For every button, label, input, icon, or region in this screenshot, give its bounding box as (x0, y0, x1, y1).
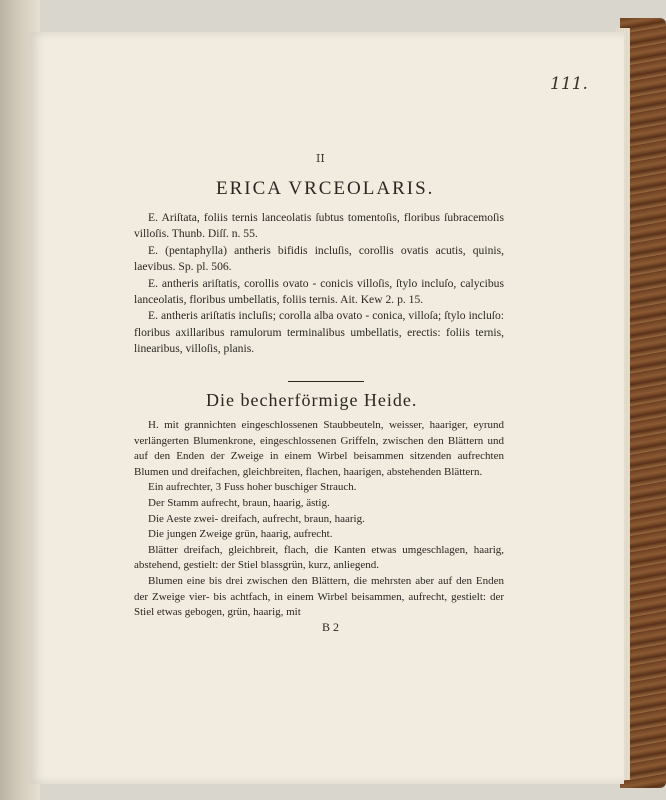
latin-paragraph: E. antheris ariſtatis, corollis ovato - conicis villoſis, ſtylo incluſo, calycibus lanceolatis, floribus umbellatis, foliis ternis. Ait. Kew 2. p. 15. (134, 276, 504, 307)
german-paragraph: Blumen eine bis drei zwischen den Blättern, die mehrsten aber auf den Enden der Zweige vier- bis achtfach, in einem Wirbel beisammen, aufrecht, gestielt: der Stiel etwas gebogen, grün, haarig, mit (134, 574, 504, 619)
book-page (30, 32, 624, 784)
page-title: ERICA VRCEOLARIS. (216, 178, 435, 199)
latin-paragraph: E. Ariſtata, foliis ternis lanceolatis ſubtus tomentoſis, floribus ſubracemoſis villoſis. Thunb. Diſſ. n. 55. (134, 211, 504, 241)
german-paragraph: Blätter dreifach, gleichbreit, flach, die Kanten etwas umgeschlagen, haarig, abstehend, gestielt: der Stiel blassgrün, kurz, anliegend. (134, 543, 504, 572)
plate-number: II (316, 152, 325, 165)
signature-mark: B 2 (322, 620, 340, 634)
latin-paragraph: E. antheris ariſtatis incluſis; corolla alba ovato - conica, villoſa; ſtylo incluſo: floribus axillaribus ramulorum terminalibus umbellatis, erectis: foliis ternis, linearibus, villoſis, planis. (134, 309, 504, 356)
latin-paragraph: E. (pentaphylla) antheris bifidis incluſis, corollis ovatis acutis, quinis, laevibus. Sp. pl. 506. (134, 243, 504, 274)
german-paragraph: Ein aufrechter, 3 Fuss hoher buschiger Strauch. (148, 481, 357, 494)
german-heading: Die becherförmige Heide. (206, 390, 418, 410)
german-paragraph: Die jungen Zweige grün, haarig, aufrecht. (148, 528, 333, 541)
german-description (134, 418, 504, 621)
latin-synonyms (134, 210, 504, 358)
german-paragraph: Der Stamm aufrecht, braun, haarig, ästig. (148, 496, 330, 509)
section-divider (288, 381, 364, 382)
page-number: 111. (550, 74, 588, 94)
german-paragraph: H. mit grannichten eingeschlossenen Staubbeuteln, weisser, haariger, eyrund verlängerten Blumenkrone, eingeschlossenen Griffeln, zwischen den Blättern und auf den Enden der Zweige in einem Wirbel beisammen sitzenden aufrechten Blumen und dreifachen, gleichbreiten, flachen, haarigen, abstehenden Blättern. (134, 419, 504, 478)
german-paragraph: Die Aeste zwei- dreifach, aufrecht, braun, haarig. (148, 512, 365, 525)
